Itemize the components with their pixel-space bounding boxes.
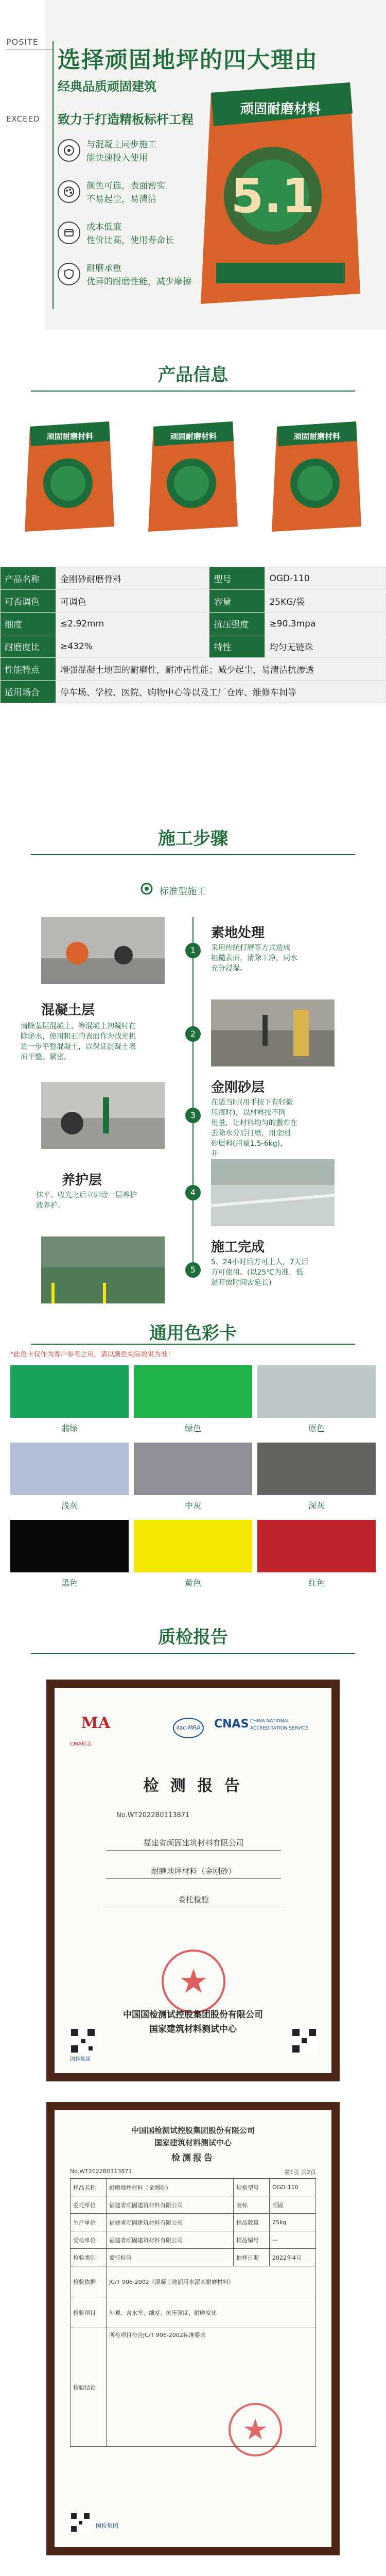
table-cell: 福建省顽固建筑材料有限公司 — [107, 2231, 234, 2249]
step-number: 5 — [185, 1262, 201, 1278]
bag-label: 顽固耐磨材料 — [240, 101, 321, 117]
cma-caption: CMA标志 — [70, 1741, 92, 1747]
step-number: 4 — [185, 1185, 201, 1200]
product-section-title: 产品信息 — [158, 365, 228, 385]
table-cell: 福建省顽固建筑材料有限公司 — [107, 2214, 234, 2231]
color-label: 深灰 — [308, 1501, 325, 1511]
coin-icon — [58, 222, 80, 244]
step-text-line: 采用传统打磨等方式造成 — [211, 944, 290, 952]
step-text — [36, 1190, 170, 1211]
cnas-caption: ACCREDITATION SERVICE — [250, 1726, 309, 1731]
report-product: 耐磨地坪材料（金刚砂） — [106, 1866, 281, 1879]
spec-key: 抗压强度 — [209, 613, 265, 635]
report-frame — [46, 2102, 340, 2555]
spec-table — [0, 567, 386, 703]
table-cell: 生产单位 — [71, 2214, 107, 2231]
color-swatch — [10, 1365, 129, 1418]
qr-code-icon — [70, 2028, 96, 2054]
reason-line: 不易起尘，易清洁 — [86, 194, 156, 205]
red-seal-icon — [224, 2399, 286, 2461]
step-number: 3 — [185, 1108, 201, 1123]
table-cell: 检验项目 — [71, 2297, 107, 2328]
cnas-caption: CHINA NATIONAL — [250, 1719, 290, 1724]
step-text-line: 充分浸湿。 — [211, 964, 247, 973]
step-text-line: 抹平、收光之后立即涂一层养护 — [36, 1191, 137, 1199]
table-row — [1, 681, 386, 703]
table-row — [1, 635, 386, 658]
hero-section — [0, 0, 386, 330]
step-title: 混凝土层 — [41, 1003, 95, 1018]
spec-value: 25KG/袋 — [265, 590, 386, 613]
step-title: 素地处理 — [211, 925, 265, 941]
exceed-label: EXCEED — [6, 114, 40, 124]
svg-text:MA: MA — [81, 1714, 111, 1732]
reason-item — [58, 262, 191, 289]
vertical-rule — [52, 41, 54, 309]
table-cell: 检验依据 — [71, 2266, 107, 2297]
ilac-logo: ilac-MRA — [173, 1718, 204, 1738]
spec-key: 型号 — [209, 567, 265, 590]
color-label: 红色 — [308, 1578, 325, 1588]
spec-value: ≥432% — [56, 635, 209, 658]
spec-value: 均匀无链珠 — [265, 635, 386, 658]
report-number: No.WT2022B0113871 — [70, 2168, 132, 2175]
cnas-logo: CNAS — [214, 1718, 249, 1731]
spec-value: ≥90.3mpa — [265, 613, 386, 635]
spec-value: 增强混凝土地面的耐磨性，耐冲击性能；减少起尘，易清洁抗渗透 — [56, 658, 386, 681]
color-swatch — [10, 1443, 129, 1495]
step-text-line: 清除基层混凝土，等混凝土初凝时在 — [21, 1022, 136, 1030]
color-swatch — [257, 1365, 376, 1418]
reason-item — [58, 221, 174, 247]
spec-key: 性能特点 — [1, 658, 56, 681]
table-cell: 25kg — [270, 2214, 316, 2231]
reason-line: 优异的耐磨性能，减少摩擦 — [86, 277, 191, 287]
table-row — [71, 2214, 316, 2231]
color-label: 翡绿 — [61, 1423, 78, 1433]
step-text — [211, 1257, 365, 1288]
steps-section-title: 施工步骤 — [158, 828, 228, 849]
table-cell: — — [270, 2231, 316, 2249]
table-cell: 商标 — [234, 2196, 270, 2214]
step-photo — [211, 999, 335, 1066]
color-note: *此色卡仅作为客户参考之用，请以颜色实际效果为准！ — [10, 1351, 174, 1359]
spec-value: 可调色 — [56, 590, 209, 613]
table-row — [71, 2231, 316, 2249]
step-text-line: 用量，让材料均匀的撒布在 — [211, 1119, 297, 1127]
section-rule — [31, 854, 355, 855]
step-text — [21, 1021, 175, 1062]
color-swatch — [134, 1520, 252, 1572]
step-text-line: 压痕时)，以材料按不同 — [211, 1109, 286, 1117]
shield-icon — [58, 263, 80, 285]
spec-key: 可否调色 — [1, 590, 56, 613]
report-issuer: 中国国检测试控股集团股份有限公司 — [131, 2126, 255, 2135]
step-text-line: 液养护。 — [36, 1201, 65, 1210]
step-tag: 标准型施工 — [160, 886, 206, 897]
product-image-label: 顽固耐磨材料 — [46, 432, 94, 441]
step-text-line: 在适当时(用手按下有轻微 — [211, 1098, 293, 1107]
spec-value: OGD-110 — [265, 567, 386, 590]
color-swatch — [134, 1443, 252, 1495]
spec-key: 产品名称 — [1, 567, 56, 590]
spec-key: 容量 — [209, 590, 265, 613]
step-text-line: 开 — [211, 1150, 218, 1158]
table-cell: OGD-110 — [270, 2179, 316, 2196]
table-row — [1, 567, 386, 590]
reason-line: 与混凝土同步施工 — [86, 140, 156, 150]
table-cell: 耐磨地坪材料（金刚砂） — [107, 2179, 234, 2196]
color-label: 黑色 — [61, 1578, 78, 1588]
step-text-line: 温开放时间需延长) — [211, 1279, 272, 1287]
step-photo — [211, 1159, 335, 1226]
spec-key: 耐磨度比 — [1, 635, 56, 658]
report-type: 委托检验 — [106, 1894, 281, 1907]
section-rule — [31, 391, 355, 392]
step-text-line: 方可使用。(以25℃为准，低 — [211, 1268, 303, 1277]
product-bag-image — [196, 77, 365, 309]
step-photo — [41, 917, 165, 984]
table-row — [1, 590, 386, 613]
reason-line: 成本低廉 — [86, 222, 121, 232]
table-row — [71, 2196, 316, 2214]
step-text-line: 去除水分后打磨，用金刚 — [211, 1129, 290, 1138]
color-label: 黄色 — [184, 1578, 201, 1588]
table-cell: 抽样日期 — [234, 2249, 270, 2266]
color-swatch — [10, 1520, 129, 1572]
color-label: 中灰 — [184, 1501, 201, 1511]
report-heading: 检测报告 — [171, 2153, 215, 2163]
table-row — [1, 658, 386, 681]
table-cell: 受检单位 — [71, 2231, 107, 2249]
table-cell: 规格型号 — [234, 2179, 270, 2196]
red-seal-icon — [157, 1945, 230, 2018]
step-text-line: 砂层料(用量1.5-6kg)， — [211, 1140, 288, 1148]
reason-item — [58, 138, 156, 165]
step-photo — [41, 1236, 165, 1303]
report-number: No.WT2022B0113871 — [116, 1811, 190, 1819]
table-cell: 外观、含水率、细度、抗压强度、耐磨度比 — [107, 2297, 316, 2328]
spec-key: 细度 — [1, 613, 56, 635]
step-text — [211, 943, 297, 974]
spec-key: 适用场合 — [1, 681, 56, 703]
report-issuer: 国家建筑材料测试中心 — [154, 2138, 232, 2147]
posite-label: POSITE — [6, 37, 39, 47]
report-page — [55, 2110, 331, 2547]
color-swatch — [257, 1443, 376, 1495]
table-row — [71, 2297, 316, 2328]
reason-line: 性价比高，使用寿命长 — [86, 235, 174, 246]
step-title: 养护层 — [62, 1173, 102, 1188]
step-title: 施工完成 — [211, 1240, 265, 1255]
reason-line: 能快速投入使用 — [86, 153, 148, 163]
table-cell: 委托检验 — [107, 2249, 234, 2266]
table-cell: 检验类别 — [71, 2249, 107, 2266]
table-cell: 顽固 — [270, 2196, 316, 2214]
step-text-line: 进一步平整混凝土，以保证混凝土表 — [21, 1043, 136, 1051]
table-row — [1, 613, 386, 635]
bag-number: 5.1 — [231, 168, 315, 224]
section-rule — [31, 1653, 355, 1654]
page-number: 第1页 共2页 — [284, 2169, 316, 2176]
color-label: 浅灰 — [61, 1501, 78, 1511]
product-image — [144, 417, 242, 536]
product-image — [268, 417, 365, 536]
hero-title: 选择顽固地坪的四大理由 — [58, 47, 318, 73]
table-cell: 福建省顽固建筑材料有限公司 — [107, 2196, 234, 2214]
table-cell: 样品编号 — [234, 2231, 270, 2249]
qr-code-icon — [291, 2028, 317, 2054]
table-cell: 委托单位 — [71, 2196, 107, 2214]
table-row — [71, 2249, 316, 2266]
report-heading: 检 测 报 告 — [143, 1777, 243, 1795]
color-label: 原色 — [308, 1423, 325, 1433]
step-number: 1 — [185, 943, 201, 958]
color-swatch — [134, 1365, 252, 1418]
spec-value: ≤2.92mm — [56, 613, 209, 635]
spec-value: 停车场、学校、医院、购物中心等以及工厂仓库、维修车间等 — [56, 681, 386, 703]
report-section-title: 质检报告 — [158, 1627, 228, 1648]
table-cell: 所检项目符合JC/T 906-2002标准要求 — [107, 2328, 316, 2447]
step-number: 2 — [185, 1026, 201, 1042]
table-cell: 样品数量 — [234, 2214, 270, 2231]
table-cell: 样品名称 — [71, 2179, 107, 2196]
brand-label: 国检集团 — [96, 2522, 118, 2529]
step-text-line: 面平整、紧密。 — [21, 1053, 71, 1061]
spec-value: 金刚砂耐磨骨料 — [56, 567, 209, 590]
brand-label: 国检集团 — [70, 2057, 91, 2062]
report-issuer: 中国国检测试控股集团股份有限公司 — [123, 2010, 263, 2020]
timeline-line — [192, 917, 194, 1278]
step-text-line: 5、24小时后方可上人，7天后 — [211, 1258, 309, 1266]
step-text-line: 除泌水，使用粗石的表面作为找光机 — [21, 1032, 136, 1041]
step-text-line: 粗糙表面，清除干净，同水 — [211, 954, 297, 962]
product-image — [21, 417, 118, 536]
palette-icon — [58, 180, 80, 203]
color-label: 绿色 — [184, 1423, 201, 1433]
report-cover — [55, 1688, 331, 2073]
table-row — [71, 2179, 316, 2196]
color-swatch — [257, 1520, 376, 1572]
section-rule — [31, 1344, 355, 1345]
table-cell: 2022年4月 — [270, 2249, 316, 2266]
qr-code-icon — [70, 2512, 91, 2533]
report-frame — [46, 1680, 340, 2081]
hero-subtitle-2: 致力于打造精板标杆工程 — [58, 112, 194, 127]
reason-item — [58, 179, 165, 206]
divider — [6, 49, 52, 50]
colors-section-title: 通用色彩卡 — [149, 1323, 237, 1344]
wheel-icon — [58, 139, 80, 162]
cma-logo-icon — [75, 1708, 116, 1739]
spec-key: 特性 — [209, 635, 265, 658]
hero-subtitle-1: 经典品质顽固建筑 — [58, 79, 156, 94]
report-company: 福建省顽固建筑材料有限公司 — [106, 1837, 281, 1851]
step-photo — [41, 1082, 165, 1149]
reason-line: 耐磨承重 — [86, 263, 121, 274]
table-cell: JC/T 906-2002《混凝土地面用水泥基耐磨材料》 — [107, 2266, 316, 2297]
step-title: 金刚砂层 — [211, 1080, 265, 1095]
product-image-label: 顽固耐磨材料 — [293, 432, 341, 441]
product-image-label: 顽固耐磨材料 — [170, 432, 217, 441]
reason-line: 颜色可选，表面密实 — [86, 181, 165, 191]
gear-icon — [139, 881, 154, 896]
report-issuer: 国家建筑材料测试中心 — [149, 2024, 237, 2035]
table-cell: 检验结论 — [71, 2328, 107, 2447]
table-row — [71, 2266, 316, 2297]
